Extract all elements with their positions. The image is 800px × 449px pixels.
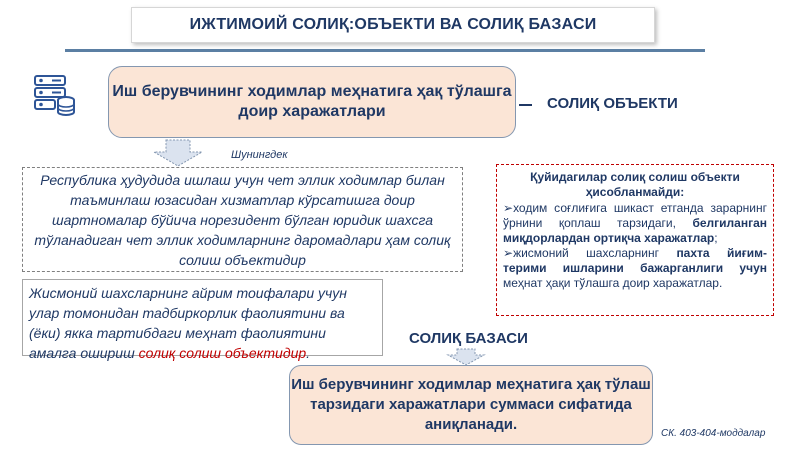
exemption-item-1 <box>503 201 767 246</box>
exemption-1-text: ходим соғлиғига шикаст етганда зарарнинг ўрнини қоплаш тарзидаги, <box>503 201 767 230</box>
individuals-text: Жисмоний шахсларнинг айрим тоифалари учун улар томонидан тадбиркорлик фаолиятини ва (ёки) якка тартибдаги меҳнат фаолиятини амалга ошириш <box>29 285 348 361</box>
legal-reference: СК. 403-404-моддалар <box>661 428 766 439</box>
exemption-2-end: меҳнат ҳақи тўлашга доир харажатлар. <box>503 276 723 290</box>
arrow-bullet-icon: ➢ <box>503 246 514 260</box>
down-arrow-icon <box>446 348 486 366</box>
exemptions-box <box>496 164 774 316</box>
database-server-icon <box>32 73 76 117</box>
tax-object-box <box>108 66 516 138</box>
individuals-end: . <box>306 345 311 361</box>
exemption-2-text: жисмоний шахсларнинг <box>513 246 677 260</box>
tax-base-box <box>289 365 653 445</box>
nonresident-income-box <box>22 167 463 272</box>
individuals-box <box>22 279 383 361</box>
connector-dash <box>519 104 532 106</box>
page-title-text: ИЖТИМОИЙ СОЛИҚ:ОБЪЕКТИ ВА СОЛИҚ БАЗАСИ <box>189 16 597 33</box>
tax-object-text: Иш берувчининг ходимлар меҳнатига ҳақ тўлашга доир харажатлари <box>112 83 512 120</box>
exemption-1-bold: белгиланган миқдорлардан ортиқча харажатлар <box>503 216 767 245</box>
exemption-2-bold: пахта йиғим-терими ишларини бажарганлиги учун <box>503 246 767 275</box>
also-label: Шунингдек <box>231 149 288 161</box>
down-arrow-icon <box>152 139 204 167</box>
nonresident-income-text: Республика ҳудудида ишлаш учун чет эллик ходимлар билан таъминлаш юзасидан хизматлар кўрсатишга доир шартномалар бўйича норезидент бўлган юридик шахсга тўланадиган чет эллик ходимларнинг даромадлари ҳам солиқ солиш объектидир <box>34 171 451 268</box>
exemptions-title: Қуйидагилар солиқ солиш объекти ҳисобланмайди: <box>530 170 740 199</box>
exemption-item-2 <box>503 246 767 291</box>
title-divider <box>65 49 705 52</box>
page-title <box>131 7 655 43</box>
arrow-bullet-icon: ➢ <box>503 201 514 215</box>
tax-base-text: Иш берувчининг ходимлар меҳнатига ҳақ тўлаш тарзидаги харажатлари суммаси сифатида аниқланади. <box>291 376 651 433</box>
tax-base-label: СОЛИҚ БАЗАСИ <box>409 330 528 347</box>
individuals-highlight: солиқ солиш объектидир <box>138 345 307 361</box>
tax-object-label: СОЛИҚ ОБЪЕКТИ <box>547 95 678 112</box>
exemption-1-end: ; <box>714 231 718 245</box>
